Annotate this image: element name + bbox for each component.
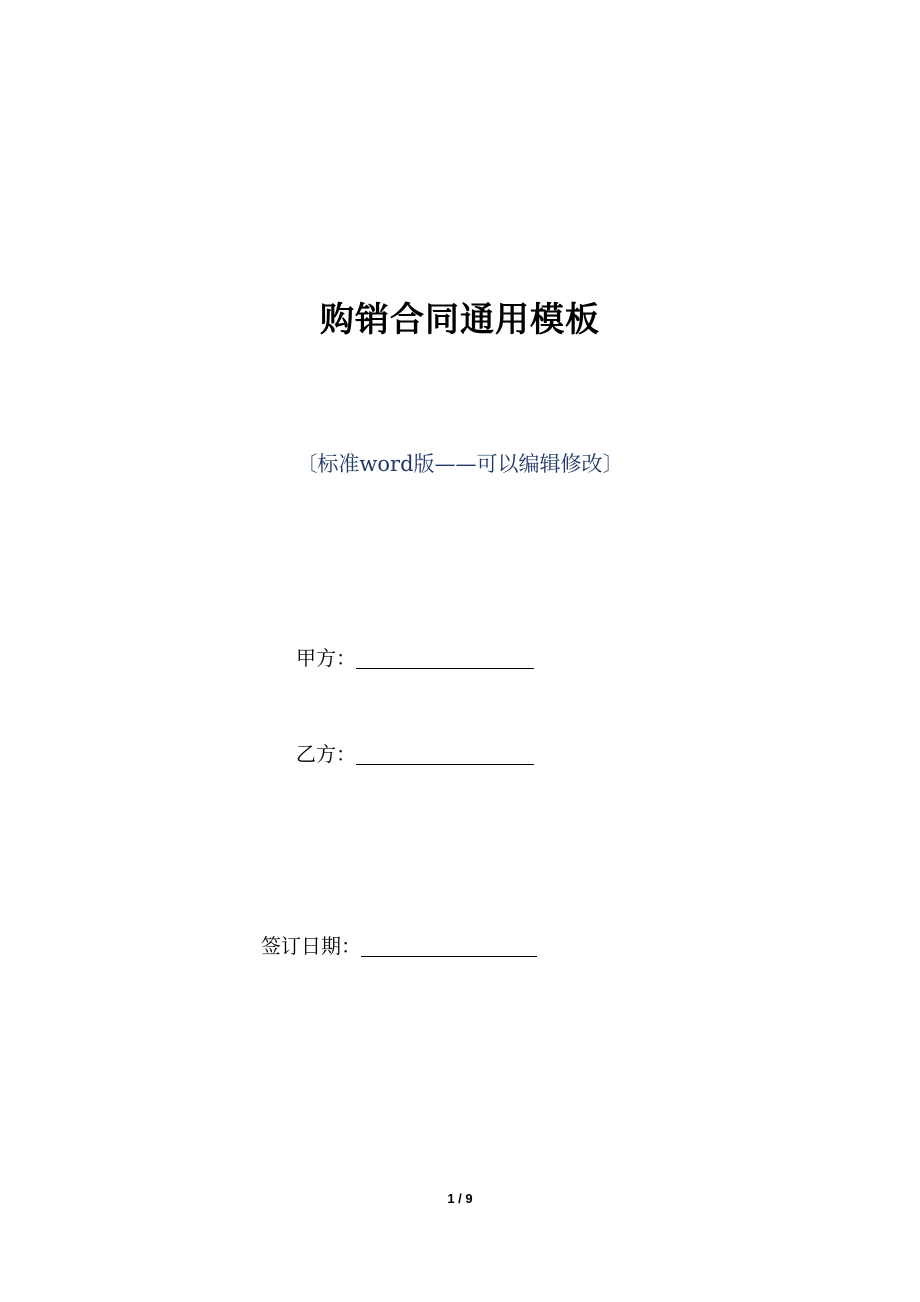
party-b-blank-line — [356, 740, 534, 765]
sign-date-field — [261, 928, 537, 960]
party-b-field — [296, 736, 534, 768]
sign-date-label: 签订日期： — [261, 934, 361, 958]
party-a-field — [296, 640, 534, 672]
document-title: 购销合同通用模板 — [320, 300, 600, 340]
sign-date-blank-line — [361, 932, 537, 957]
party-a-blank-line — [356, 644, 534, 669]
party-b-label: 乙方： — [296, 742, 356, 766]
document-subtitle: 〔标准word版——可以编辑修改〕 — [296, 452, 624, 476]
page-number: 1 / 9 — [447, 1191, 473, 1206]
party-a-label: 甲方： — [296, 646, 356, 670]
